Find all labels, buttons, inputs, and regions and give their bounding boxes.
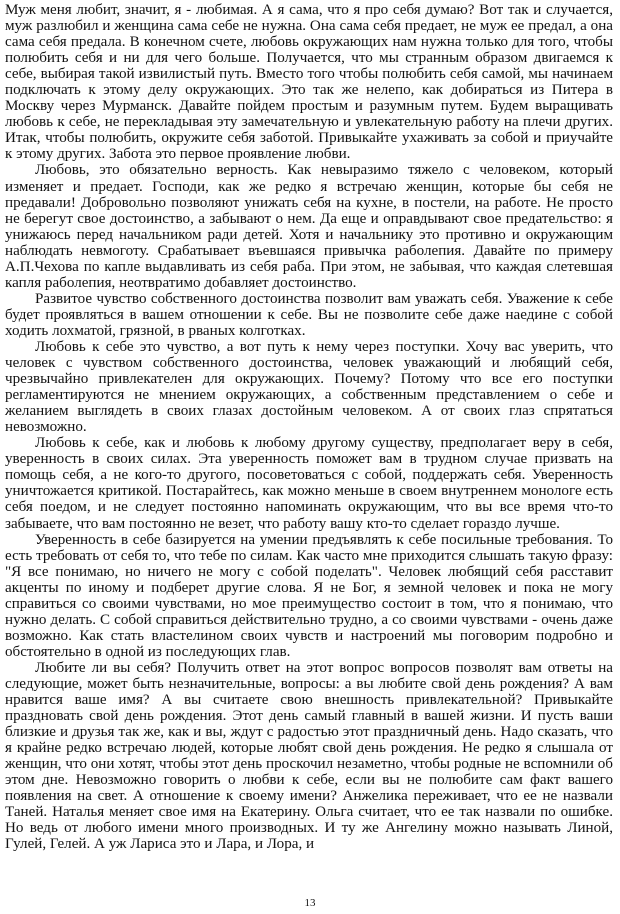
paragraph: Любовь к себе, как и любовь к любому другому существу, предполагает веру в себя, уверенность в своих силах. Эта уверенность поможет вам в трудном случае призвать на помощь себя, а не кого-то другого, посоветоваться с собой, поддержать себя. Уверенность уничтожается критикой. Постарайтесь, как можно меньше в своем внутреннем монологе есть себя поедом, и не следует постоянно напоминать окружающим, что вы все время что-то забываете, что вам постоянно не везет, что работу вашу кто-то сделает гораздо лучше. xyxy=(5,435,613,532)
paragraph: Развитое чувство собственного достоинства позволит вам уважать себя. Уважение к себе будет проявляться в вашем отношении к себе. Вы не позволите себе даже наедине с собой ходить лохматой, грязной, в рваных колготках. xyxy=(5,290,613,339)
page-number: 13 xyxy=(304,897,316,909)
paragraph: Уверенность в себе базируется на умении предъявлять к себе посильные требования. То есть требовать от себя то, что тебе по силам. Как часто мне приходится слышать такую фразу: "Я все понимаю, но ничего не могу с собой поделать". Человек любящий себя расставит акценты по иному и подберет другие слова. Я не Бог, я земной человек и пока не могу справиться со своими чувствами, но мое преимущество состоит в том, что я понимаю, что нужно делать. С собой справиться действительно трудно, а со своими чувствами - очень даже возможно. Как стать властелином своих чувств и настроений мы поговорим подробно и обстоятельно в одной из последующих глав. xyxy=(5,531,613,660)
body-text xyxy=(5,2,613,852)
paragraph: Любовь, это обязательно верность. Как невыразимо тяжело с человеком, который изменяет и предает. Господи, как же редко я встречаю женщин, которые бы себя не предавали! Добровольно позволяют унижать себя на кухне, в постели, на работе. Не просто не берегут свое достоинство, а забывают о нем. Да еще и оправдывают свое предательство: я унижаюсь перед начальником ради детей. Хотя и начальнику это противно и окружающим наблюдать невмоготу. Срабатывает въевшаяся привычка раболепия. Давайте по примеру А.П.Чехова по капле выдавливать из себя раба. При этом, не забывая, что каждая слетевшая капля раболепия, неотвратимо добавляет достоинство. xyxy=(5,162,613,291)
paragraph: Муж меня любит, значит, я - любимая. А я сама, что я про себя думаю? Вот так и случается, муж разлюбил и женщина сама себе не нужна. Она сама себя предает, не муж ее предал, а она сама себя предала. В конечном счете, любовь окружающих нам нужна только для того, чтобы полюбить себя и ни для чего больше. Получается, что мы странным образом двигаемся к себе, выбирая такой извилистый путь. Вместо того чтобы полюбить себя самой, мы начинаем подключать к этому делу окружающих. Это так же нелепо, как добираться из Питера в Москву через Мурманск. Давайте пойдем простым и разумным путем. Будем выращивать любовь к себе, не перекладывая эту замечательную и увлекательную работу на плечи других. Итак, чтобы полюбить, окружите себя заботой. Привыкайте ухаживать за собой и приучайте к этому других. Забота это первое проявление любви. xyxy=(5,2,613,163)
paragraph: Любовь к себе это чувство, а вот путь к нему через поступки. Хочу вас уверить, что человек с чувством собственного достоинства, человек уважающий и любящий себя, чрезвычайно привлекателен для окружающих. Почему? Потому что все его поступки регламентируются не мнением окружающих, а собственным представлением о себе и желанием выглядеть в своих глазах достойным человеком. А от своих глаз спрятаться невозможно. xyxy=(5,338,613,436)
paragraph: Любите ли вы себя? Получить ответ на этот вопрос вопросов позволят вам ответы на следующие, может быть незначительные, вопросы: а вы любите свой день рождения? А вам нравится ваше имя? А вы считаете свою внешность привлекательной? Привыкайте праздновать свой день рождения. Этот день самый главный в вашей жизни. И пусть ваши близкие и друзья так же, как и вы, ждут с радостью этот праздничный день. Надо сказать, что я крайне редко встречаю людей, которые любят свой день рождения. Не редко я слышала от женщин, что они хотят, чтобы этот день проскочил незаметно, чтобы родные не вспомнили об этом дне. Невозможно говорить о любви к себе, если вы не полюбите сам факт вашего появления на свет. А отношение к своему имени? Анжелика переживает, что ее не назвали Таней. Наталья меняет свое имя на Екатерину. Ольга считает, что ее так назвали по ошибке. Но ведь от любого имени много производных. И ту же Ангелину можно называть Линой, Гулей, Гелей. А уж Лариса это и Лара, и Лора, и xyxy=(5,659,613,853)
